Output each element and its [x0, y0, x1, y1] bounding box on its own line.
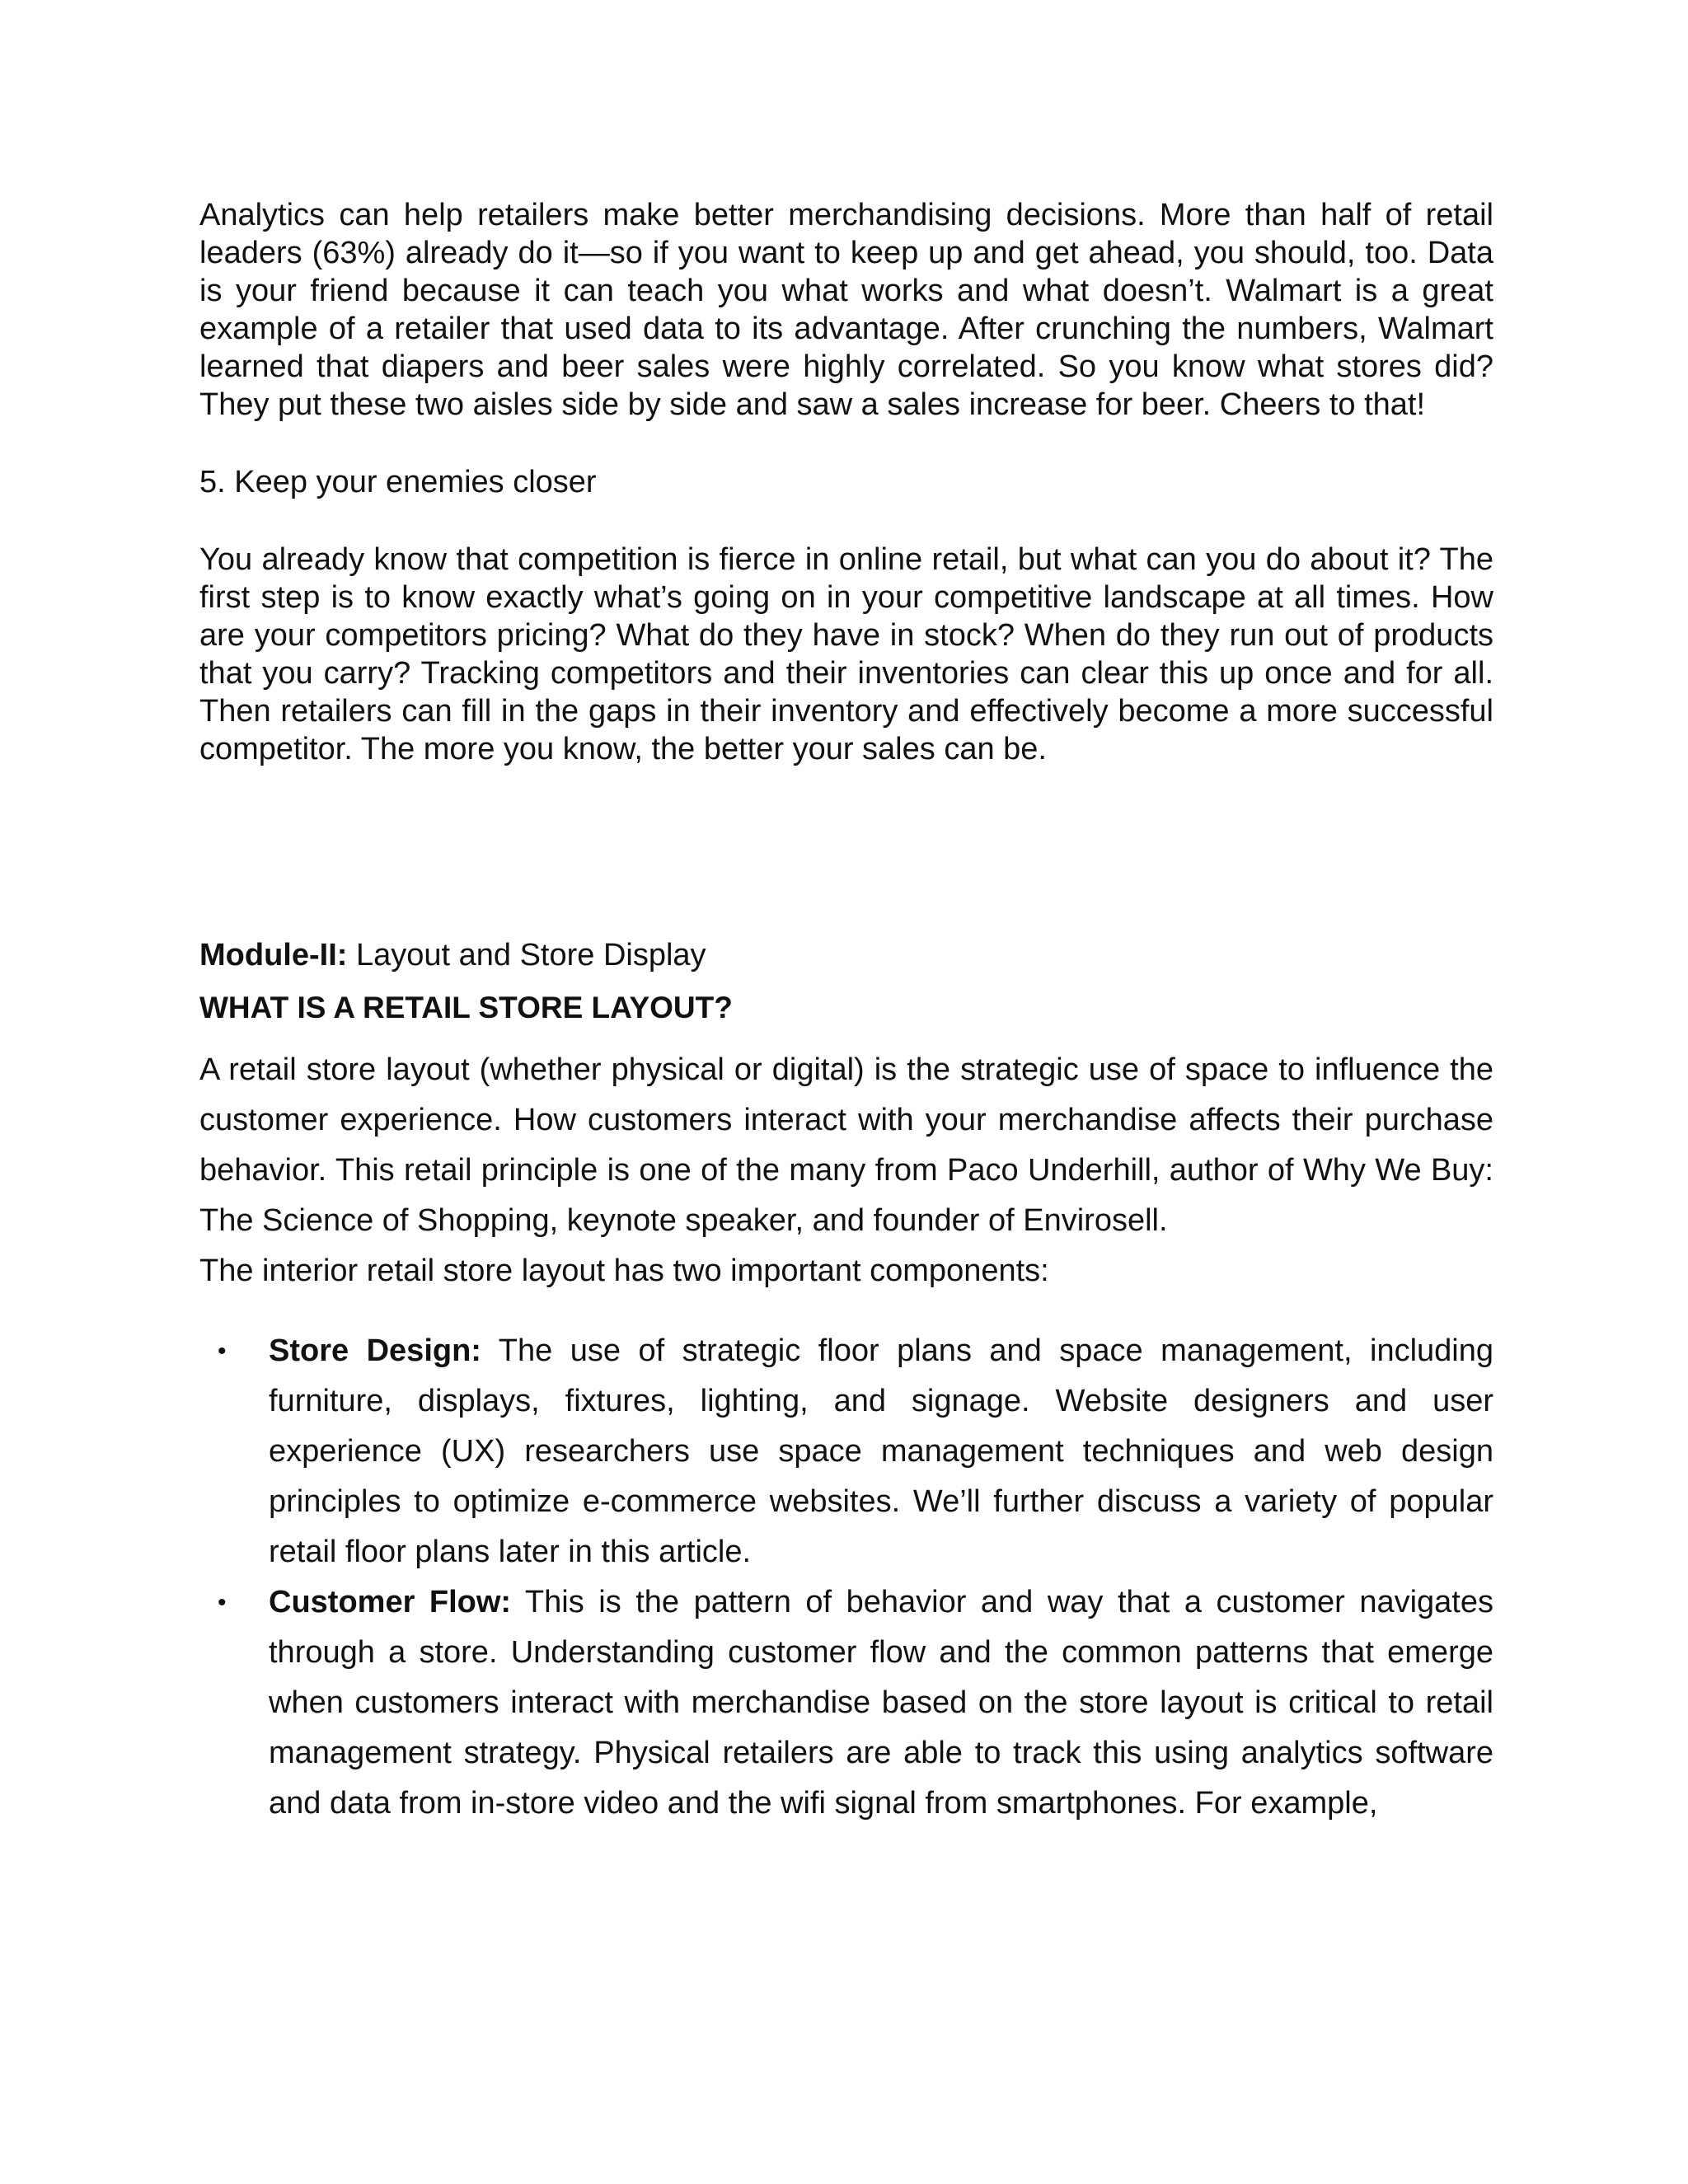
- paragraph-competition: You already know that competition is fierce in online retail, but what can you do about it? The first step is to know exactly what’s going on in your competitive landscape at all times. How are your competitors pricing? What do they have in stock? When do they run out of products that you carry? Tracking competitors and their inventories can clear this up once and for all. Then retailers can fill in the gaps in their inventory and effectively become a more successful competitor. The more you know, the better your sales can be.: [199, 542, 1493, 766]
- module-label: Module-II:: [199, 938, 348, 972]
- components-intro: The interior retail store layout has two important components:: [199, 1254, 1049, 1288]
- bullet-icon: •: [218, 1589, 227, 1616]
- section-heading: WHAT IS A RETAIL STORE LAYOUT?: [199, 991, 733, 1024]
- document-page: [199, 196, 1493, 1829]
- bullet-text: This is the pattern of behavior and way that a customer navigates through a store. Understanding customer flow and the common patterns that emerge when customers interact with merchandise based on the store layout is critical to retail management strategy. Physical retailers are able to track this using analytics software and data from in-store video and the wifi signal from smartphones. For example,: [269, 1585, 1493, 1821]
- bullet-term: Store Design:: [269, 1333, 481, 1368]
- item-5-heading: 5. Keep your enemies closer: [199, 465, 597, 499]
- bullet-text: The use of strategic floor plans and space management, including furniture, displays, fixtures, lighting, and signage. Website designers and user experience (UX) researchers use space management techniques and web design principles to optimize e-commerce websites. We’ll further discuss a variety of popular retail floor plans later in this article.: [269, 1333, 1493, 1569]
- module-title: Layout and Store Display: [347, 938, 706, 972]
- paragraph-analytics: Analytics can help retailers make better merchandising decisions. More than half of retail leaders (63%) already do it—so if you want to keep up and get ahead, you should, too. Data is your friend because it can teach you what works and what doesn’t. Walmart is a great example of a retailer that used data to its advantage. After crunching the numbers, Walmart learned that diapers and beer sales were highly correlated. So you know what stores did? They put these two aisles side by side and saw a sales increase for beer. Cheers to that!: [199, 198, 1493, 422]
- bullet-term: Customer Flow:: [269, 1585, 512, 1619]
- components-list: [199, 1326, 1493, 1829]
- list-item-store-design: [199, 1326, 1493, 1577]
- bullet-icon: •: [218, 1338, 227, 1365]
- module-heading: [199, 936, 1493, 974]
- list-item-customer-flow: [199, 1577, 1493, 1829]
- paragraph-layout: A retail store layout (whether physical or digital) is the strategic use of space to influence the customer experience. How customers interact with your merchandise affects their purchase behavior. This retail principle is one of the many from Paco Underhill, author of Why We Buy: The Science of Shopping, keynote speaker, and founder of Envirosell.: [199, 1052, 1493, 1238]
